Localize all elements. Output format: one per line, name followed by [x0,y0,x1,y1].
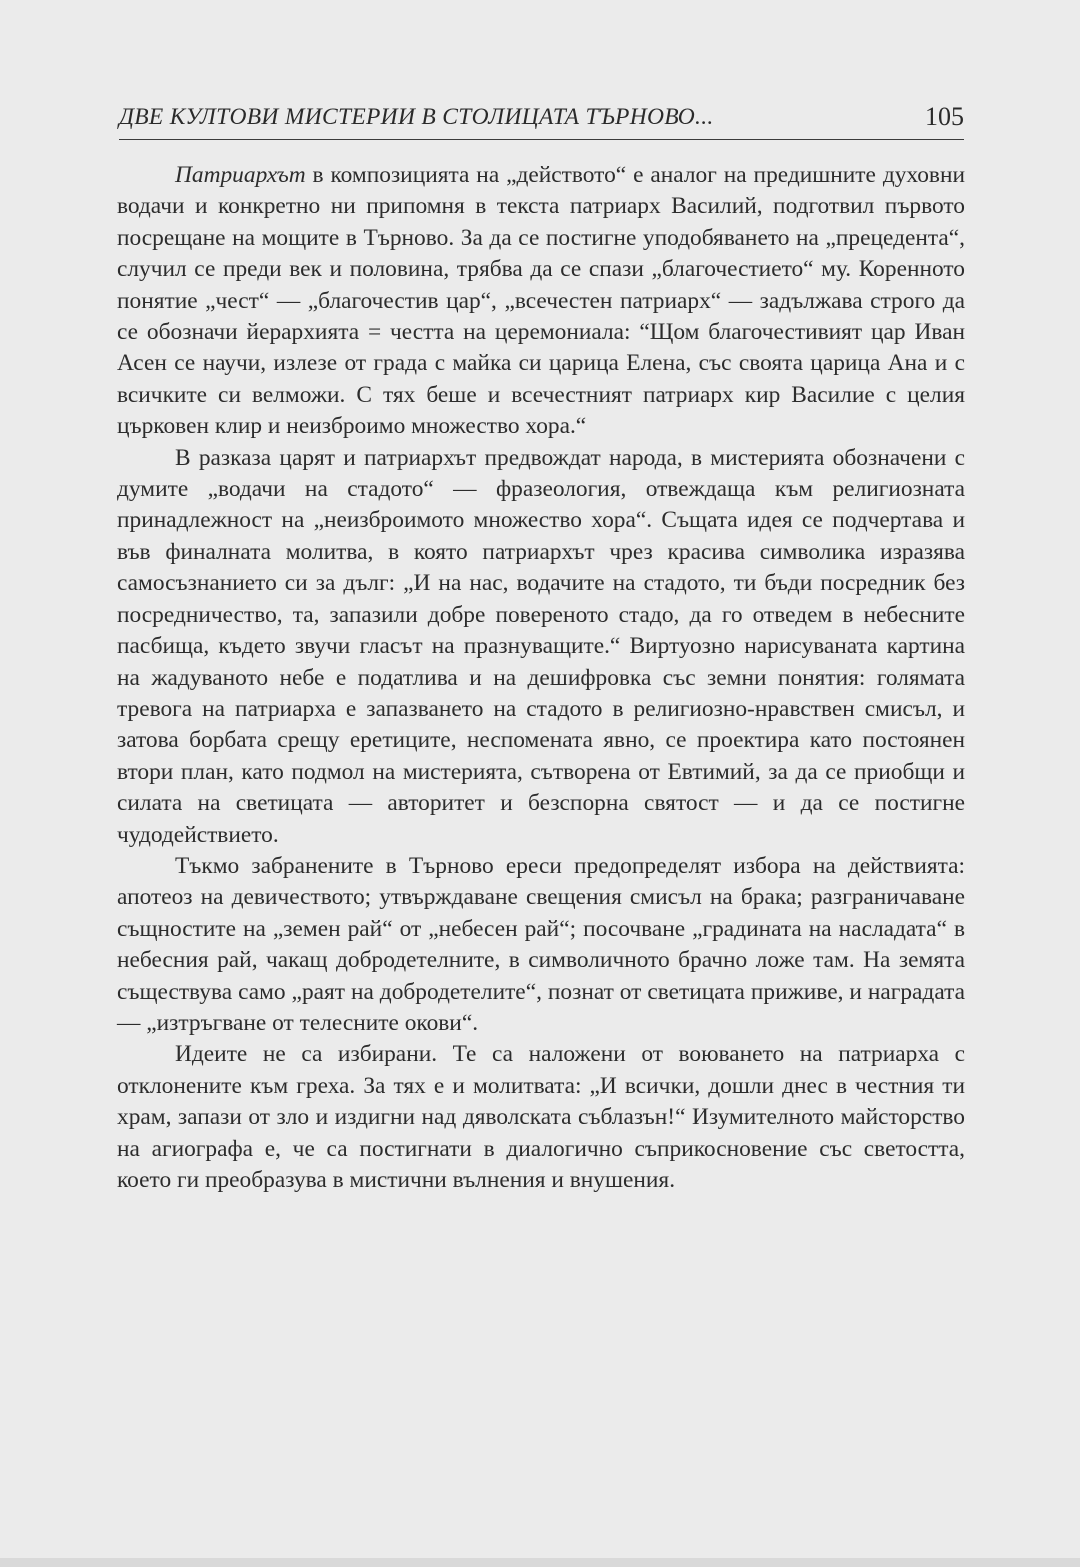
running-title: ДВЕ КУЛТОВИ МИСТЕРИИ В СТОЛИЦАТА ТЪРНОВО... [119,104,714,130]
paragraph-1 [117,160,965,443]
paragraph-4 [117,1039,965,1196]
paragraph-1-text: в композицията на „действото“ е аналог на предишните духовни водачи и конкретно ни припомня в текста патриарх Василий, подготвил първото посрещане на мощите в Търново. За да се постигне уподобяването на „прецедента“, случил се преди век и половина, трябва да се спази „благочестието“ му. Коренното понятие „чест“ — „благочестив цар“, „всечестен патриарх“ — задължава строго да се обозначи йерархията = честта на церемониала: “Щом благочестивият цар Иван Асен се научи, излезе от града с майка си царица Елена, със своята царица Ана и с всичките си велможи. С тях беше и всечестният патриарх кир Василие с целия църковен клир и неизброимо множество хора.“ [117,162,965,440]
paragraph-4-text: Идеите не са избирани. Те са наложени от воюването на патриарха с отклонените към греха. За тях е и молитвата: „И всички, дошли днес в честния ти храм, запази от зло и издигни над дяволската съблазън!“ Изумителното майсторство на агиографа е, че са постигнати в диалогично съприкосновение със светостта, което ги преобразува в мистични вълнения и внушения. [117,1041,965,1193]
paragraph-2-text: В разказа царят и патриархът предвождат народа, в мистерията обозначени с думите „водачи на стадото“ — фразеология, отвеждаща към религиозната принадлежност на „неизброимото множество хора“. Същата идея се подчертава и във финалната молитва, в която патриархът чрез красива символика изразява самосъзнанието си за дълг: „И на нас, водачите на стадото, ти бъди посредник без посредничество, та, запазили добре повереното стадо, да го отведем в небесните пасбища, където звучи гласът на празнуващите.“ Виртуозно нарисуваната картина на жадуваното небе е податлива и на дешифровка със земни понятия: голямата тревога на патриарха е запазването на стадото в религиозно-нравствен смисъл, и затова борбата срещу еретиците, неспомената явно, се проектира като постоянен втори план, като подмол на мистерията, сътворена от Евтимий, за да се приобщи и силата на светицата — авторитет и безспорна святост — и да се постигне чудодействието. [117,444,965,848]
paragraph-1-lead-italic: Патриархът [175,162,306,188]
paragraph-3-text: Тъкмо забранените в Търново ереси предопределят избора на действията: апотеоз на девичеството; утвърждаване свещения смисъл на брака; разграничаване същностите на „земен рай“ от „небесен рай“; посочване „градината на насладата“ в небесния рай, чакащ добродетелните, в символичното брачно ложе там. На земята съществува само „раят на добродетелите“, познат от светицата приживе, и наградата — „изтръгване от телесните окови“. [117,852,965,1036]
running-header [119,102,964,136]
paragraph-2 [117,443,965,851]
header-rule [119,139,964,140]
paragraph-3 [117,851,965,1039]
page-number: 105 [925,102,964,131]
body-text [117,160,965,1196]
scan-bottom-edge [0,1558,1080,1567]
